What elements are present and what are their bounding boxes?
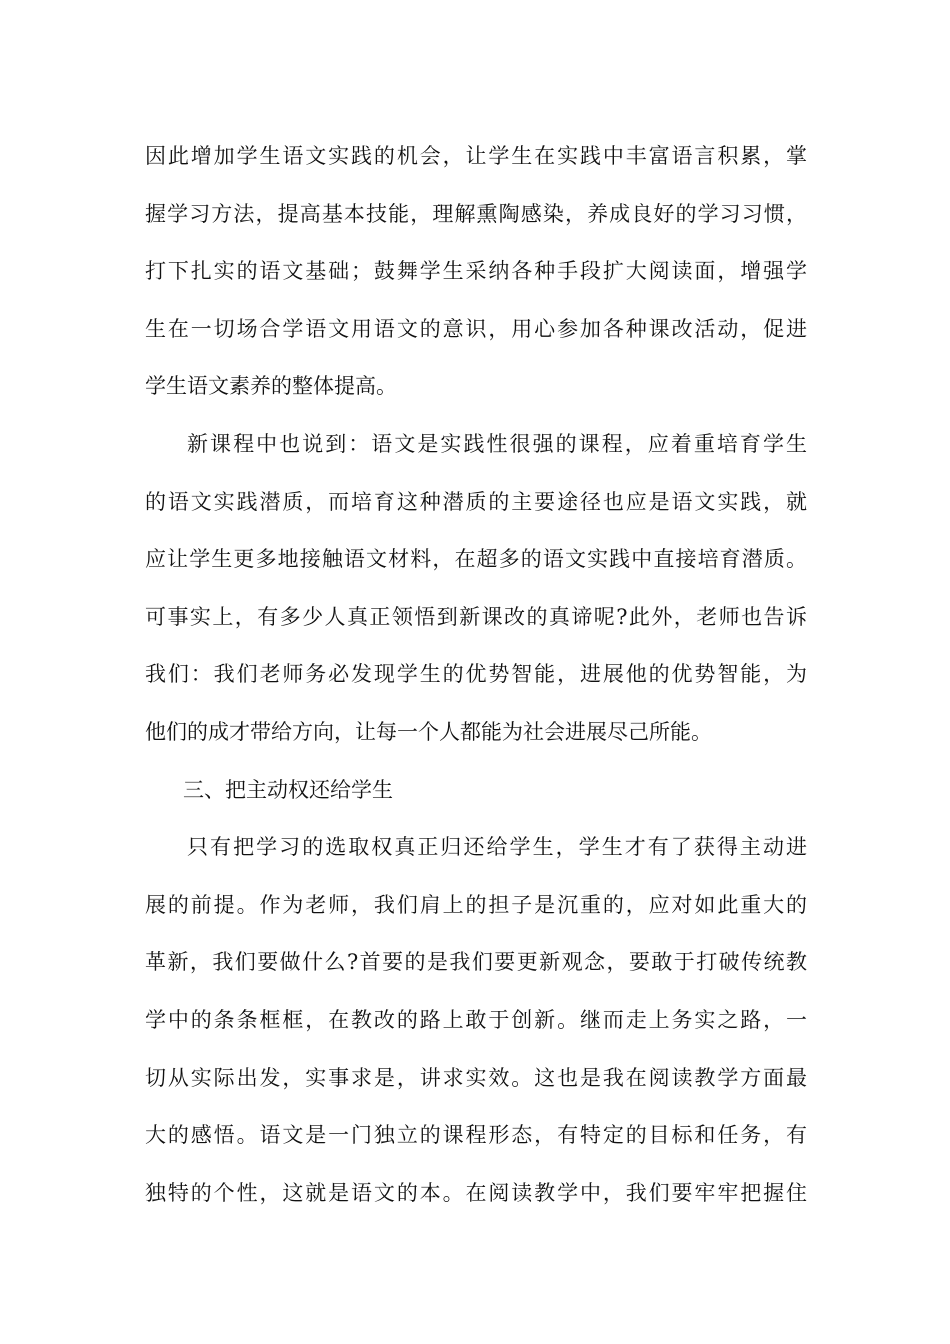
text-line: 因此增加学生语文实践的机会，让学生在实践中丰富语言积累，掌 — [145, 144, 807, 168]
section-heading: 三、把主动权还给学生 — [183, 777, 393, 802]
text-line: 的语文实践潜质，而培育这种潜质的主要途径也应是语文实践，就 — [145, 489, 807, 514]
text-line: 生在一切场合学语文用语文的意识，用心参加各种课改活动，促进 — [145, 316, 807, 341]
text-line: 他们的成才带给方向，让每一个人都能为社会进展尽己所能。 — [145, 719, 712, 744]
text-line: 学中的条条框框，在教改的路上敢于创新。继而走上务实之路，一 — [145, 1007, 807, 1032]
text-line: 独特的个性，这就是语文的本。在阅读教学中，我们要牢牢把握住 — [145, 1180, 807, 1205]
text-line: 切从实际出发，实事求是，讲求实效。这也是我在阅读教学方面最 — [145, 1065, 807, 1090]
text-line: 展的前提。作为老师，我们肩上的担子是沉重的，应对如此重大的 — [145, 892, 807, 917]
text-line: 打下扎实的语文基础；鼓舞学生采纳各种手段扩大阅读面，增强学 — [145, 259, 807, 284]
text-line: 应让学生更多地接触语文材料，在超多的语文实践中直接培育潜质。 — [145, 547, 807, 572]
text-line: 学生语文素养的整体提高。 — [145, 374, 397, 399]
document-body — [145, 128, 807, 1222]
text-line: 握学习方法，提高基本技能，理解熏陶感染，养成良好的学习习惯， — [145, 201, 807, 226]
text-line: 大的感悟。语文是一门独立的课程形态，有特定的目标和任务，有 — [145, 1123, 807, 1148]
text-line: 我们：我们老师务必发现学生的优势智能，进展他的优势智能，为 — [145, 662, 807, 687]
text-line: 革新，我们要做什么?首要的是我们要更新观念，要敢于打破传统教 — [145, 950, 807, 975]
paragraph-first-line: 新课程中也说到：语文是实践性很强的课程，应着重培育学生 — [187, 431, 807, 456]
paragraph-first-line: 只有把学习的选取权真正归还给学生，学生才有了获得主动进 — [187, 835, 807, 860]
text-line: 可事实上，有多少人真正领悟到新课改的真谛呢?此外，老师也告诉 — [145, 604, 807, 629]
